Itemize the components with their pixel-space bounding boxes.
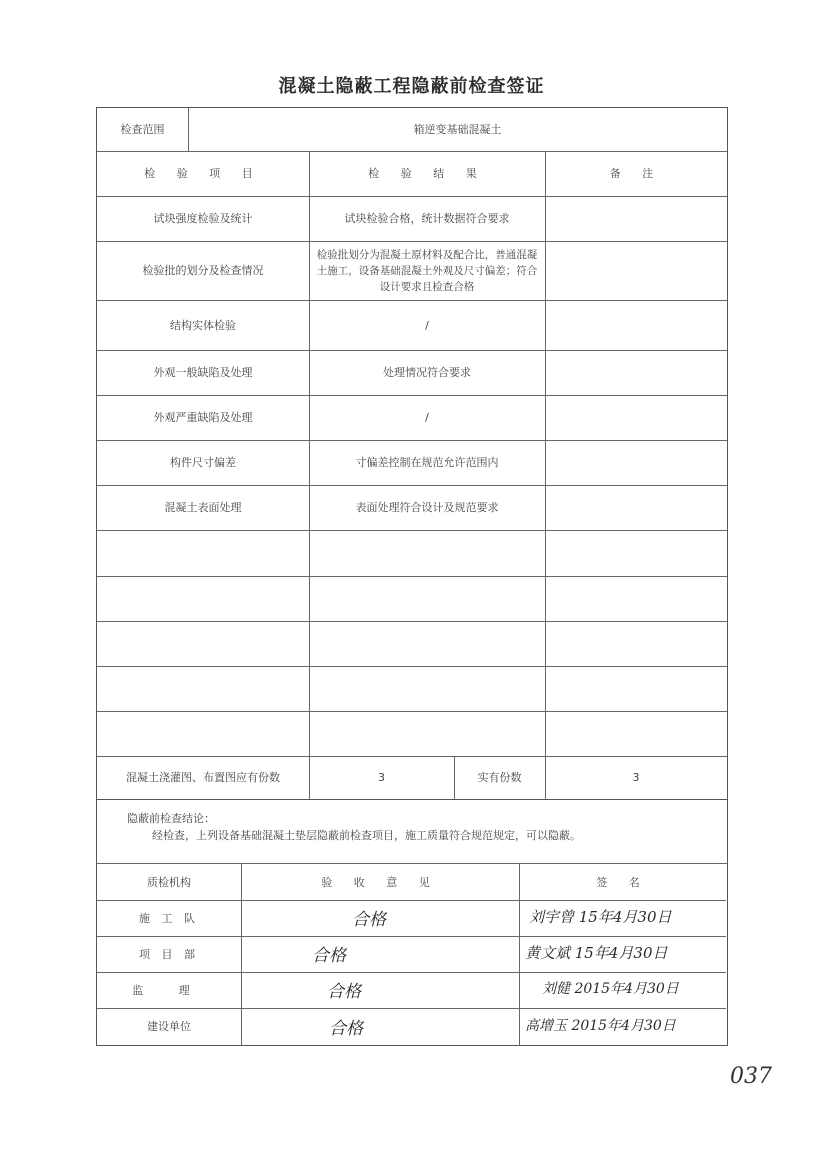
- sign-opinion: 合格: [329, 1019, 363, 1039]
- header-note: 备 注: [609, 167, 663, 180]
- row-result: 表面处理符合设计及规范要求: [355, 501, 499, 514]
- row-item: 外观一般缺陷及处理: [153, 366, 253, 379]
- conclusion-text: 经检查，上列设备基础混凝土垫层隐蔽前检查项目，施工质量符合规范规定，可以隐蔽。: [152, 829, 581, 842]
- signature-table: [96, 864, 728, 1046]
- row-result: [309, 711, 545, 756]
- row-result: 寸偏差控制在规范允许范围内: [355, 456, 499, 469]
- page-number: 037: [730, 1064, 772, 1089]
- sign-signature: 刘健 2015年4月30日: [542, 981, 679, 997]
- sign-signature: 高增玉 2015年4月30日: [525, 1018, 676, 1034]
- row-item: [97, 621, 309, 666]
- row-note: [545, 241, 727, 300]
- inspection-table: [96, 107, 728, 800]
- sign-org: 建设单位: [147, 1020, 191, 1033]
- row-item: [97, 711, 309, 756]
- row-item: 混凝土表面处理: [164, 501, 242, 514]
- row-note: [545, 621, 727, 666]
- row-result: /: [425, 318, 429, 332]
- sign-signature: 黄文斌 15年4月30日: [525, 944, 668, 962]
- row-note: [545, 666, 727, 711]
- sign-org: 项 目 部: [139, 947, 199, 961]
- row-item: 构件尺寸偏差: [170, 456, 236, 469]
- scope-value: 箱逆变基础混凝土: [413, 123, 502, 136]
- row-note: [545, 576, 727, 621]
- sign-header-opinion: 验 收 意 见: [321, 875, 439, 889]
- document-title: 混凝土隐蔽工程隐蔽前检查签证: [278, 76, 545, 97]
- row-item: [97, 530, 309, 576]
- row-note: [545, 395, 727, 440]
- row-note: [545, 530, 727, 576]
- scope-label: 检查范围: [120, 123, 165, 136]
- row-result: [309, 576, 545, 621]
- row-result: [309, 530, 545, 576]
- sign-opinion: 合格: [327, 982, 361, 1002]
- row-item: 检验批的划分及检查情况: [142, 264, 264, 277]
- row-note: [545, 485, 727, 530]
- row-item: 结构实体检验: [170, 318, 236, 332]
- sign-org: 施 工 队: [139, 911, 199, 925]
- conclusion-section: [96, 800, 728, 864]
- conclusion-label: 隐蔽前检查结论：: [127, 812, 215, 825]
- copies-label: 混凝土浇灌图、布置图应有份数: [126, 771, 280, 784]
- row-result: [309, 621, 545, 666]
- row-item: [97, 576, 309, 621]
- row-result: 试块检验合格，统计数据符合要求: [344, 212, 510, 225]
- row-note: [545, 196, 727, 241]
- row-item: [97, 666, 309, 711]
- sign-org: 监 理: [132, 983, 206, 997]
- row-result: [309, 666, 545, 711]
- row-result: 处理情况符合要求: [383, 366, 471, 379]
- copies-required: 3: [378, 771, 385, 784]
- row-note: [545, 440, 727, 485]
- sign-signature: 刘宇曾 15年4月30日: [529, 908, 672, 926]
- sign-opinion: 合格: [352, 910, 386, 930]
- copies-actual-label: 实有份数: [477, 771, 522, 784]
- row-item: 外观严重缺陷及处理: [153, 411, 253, 424]
- sign-header-sign: 签 名: [596, 875, 649, 889]
- row-result: /: [425, 411, 429, 424]
- row-note: [545, 300, 727, 350]
- header-item: 检 验 项 目: [144, 167, 262, 180]
- sign-opinion: 合格: [312, 946, 346, 966]
- row-note: [545, 350, 727, 395]
- row-result: 检验批划分为混凝土原材料及配合比，普通混凝土施工，设备基础混凝土外观及尺寸偏差；符合设计要求且检查合格: [316, 248, 538, 293]
- sign-header-org: 质检机构: [147, 875, 191, 889]
- header-result: 检 验 结 果: [368, 167, 486, 180]
- row-note: [545, 711, 727, 756]
- row-item: 试块强度检验及统计: [153, 212, 253, 225]
- copies-actual: 3: [632, 771, 640, 784]
